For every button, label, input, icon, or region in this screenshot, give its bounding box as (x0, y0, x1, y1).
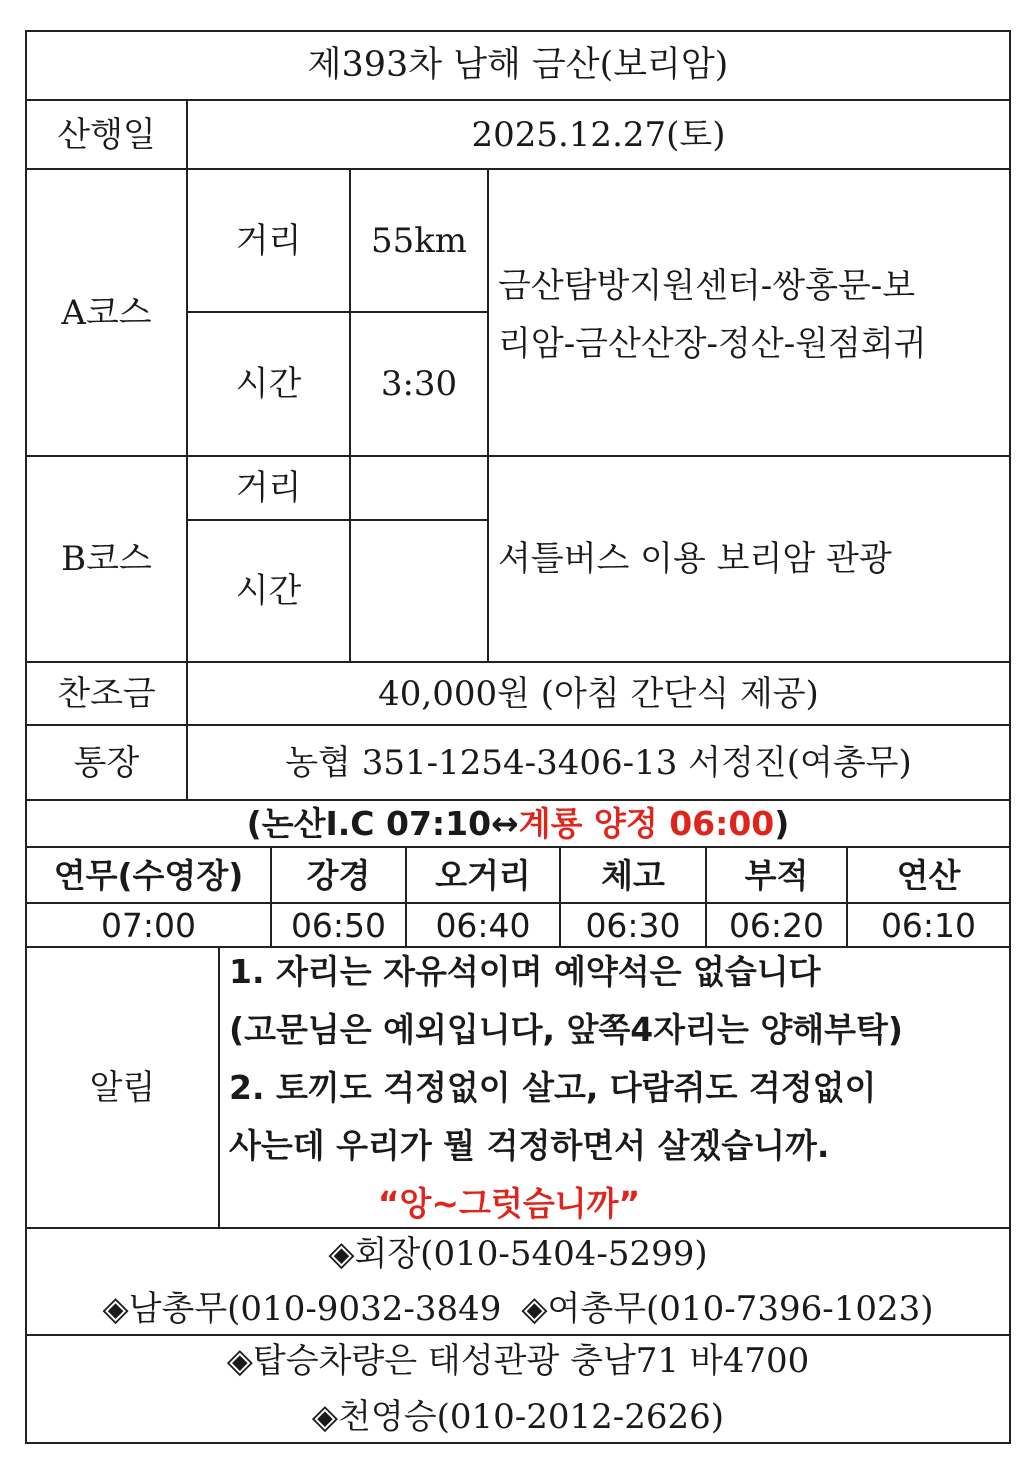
departure-header (27, 801, 1009, 846)
contact-driver: ◈천영승(010-2012-2626) (311, 1397, 725, 1437)
course-a-label: A코스 (61, 292, 152, 333)
stop-time-ganggyeong: 06:50 (290, 905, 387, 945)
date-label: 산행일 (57, 114, 156, 155)
course-a-time-label: 시간 (235, 364, 302, 404)
course-b-route: 셔틀버스 이용 보리암 관광 (498, 539, 892, 579)
course-a-distance-value: 55km (370, 220, 468, 261)
notice-line-3: 2. 토끼도 걱정없이 살고, 다람쥐도 걱정없이 (229, 1067, 877, 1107)
stop-name-chego: 체고 (601, 855, 665, 895)
course-b-time-value (351, 521, 487, 661)
stop-name-ogeori: 오거리 (435, 855, 531, 895)
account-label: 통장 (73, 742, 140, 783)
notice-line-4: 사는데 우리가 뭘 걱정하면서 살겠습니까. (229, 1125, 830, 1165)
course-b-time-label: 시간 (235, 571, 302, 611)
stop-name-ganggyeong: 강경 (306, 855, 371, 895)
notice-label: 알림 (89, 1067, 156, 1108)
departure-close-paren: ) (774, 804, 790, 843)
contact-male-secretary: ◈남총무(010-9032-3849 (102, 1289, 502, 1329)
contact-bus: ◈탑승차량은 태성관광 충남71 바4700 (226, 1341, 810, 1381)
departure-open-paren: ( (246, 804, 262, 843)
course-a-distance-label: 거리 (235, 220, 302, 261)
stop-time-yeonmu: 07:00 (100, 905, 197, 945)
contact-female-secretary: ◈여총무(010-7396-1023) (521, 1289, 934, 1329)
course-b-distance-label: 거리 (235, 468, 302, 508)
stop-time-chego: 06:30 (585, 905, 681, 945)
notice-line-1: 1. 자리는 자유석이며 예약석은 없습니다 (229, 951, 821, 991)
course-b-label: B코스 (61, 539, 152, 579)
course-a-route-line2: 리암-금산산장-정산-원점회귀 (498, 324, 927, 364)
stop-name-bujeok: 부적 (744, 855, 809, 895)
stop-name-yeonmu: 연무(수영장) (53, 855, 244, 895)
date-value: 2025.12.27(토) (471, 114, 726, 155)
fee-value: 40,000원 (아침 간단식 제공) (378, 673, 819, 714)
departure-origin: 논산I.C 07:10↔ (261, 804, 519, 843)
course-a-route-line1: 금산탐방지원센터-쌍홍문-보 (498, 266, 916, 306)
stop-time-bujeok: 06:20 (728, 905, 825, 945)
course-a-time-value: 3:30 (380, 364, 458, 404)
departure-first-pickup: 계룡 양정 06:00 (518, 804, 775, 843)
course-b-distance-value (351, 457, 487, 519)
contact-secretaries (27, 1284, 1009, 1334)
notice-line-5: “앙~그럿슴니까” (377, 1183, 641, 1223)
contact-president: ◈회장(010-5404-5299) (328, 1234, 708, 1274)
stop-time-ogeori: 06:40 (435, 905, 531, 945)
page-title: 제393차 남해 금산(보리암) (307, 45, 729, 85)
stop-name-yeonsan: 연산 (896, 855, 961, 895)
stop-time-yeonsan: 06:10 (880, 905, 977, 945)
notice-line-2: (고문님은 예외입니다, 앞쪽4자리는 양해부탁) (229, 1009, 903, 1049)
account-value: 농협 351-1254-3406-13 서정진(여총무) (285, 742, 912, 783)
fee-label: 찬조금 (57, 673, 156, 714)
